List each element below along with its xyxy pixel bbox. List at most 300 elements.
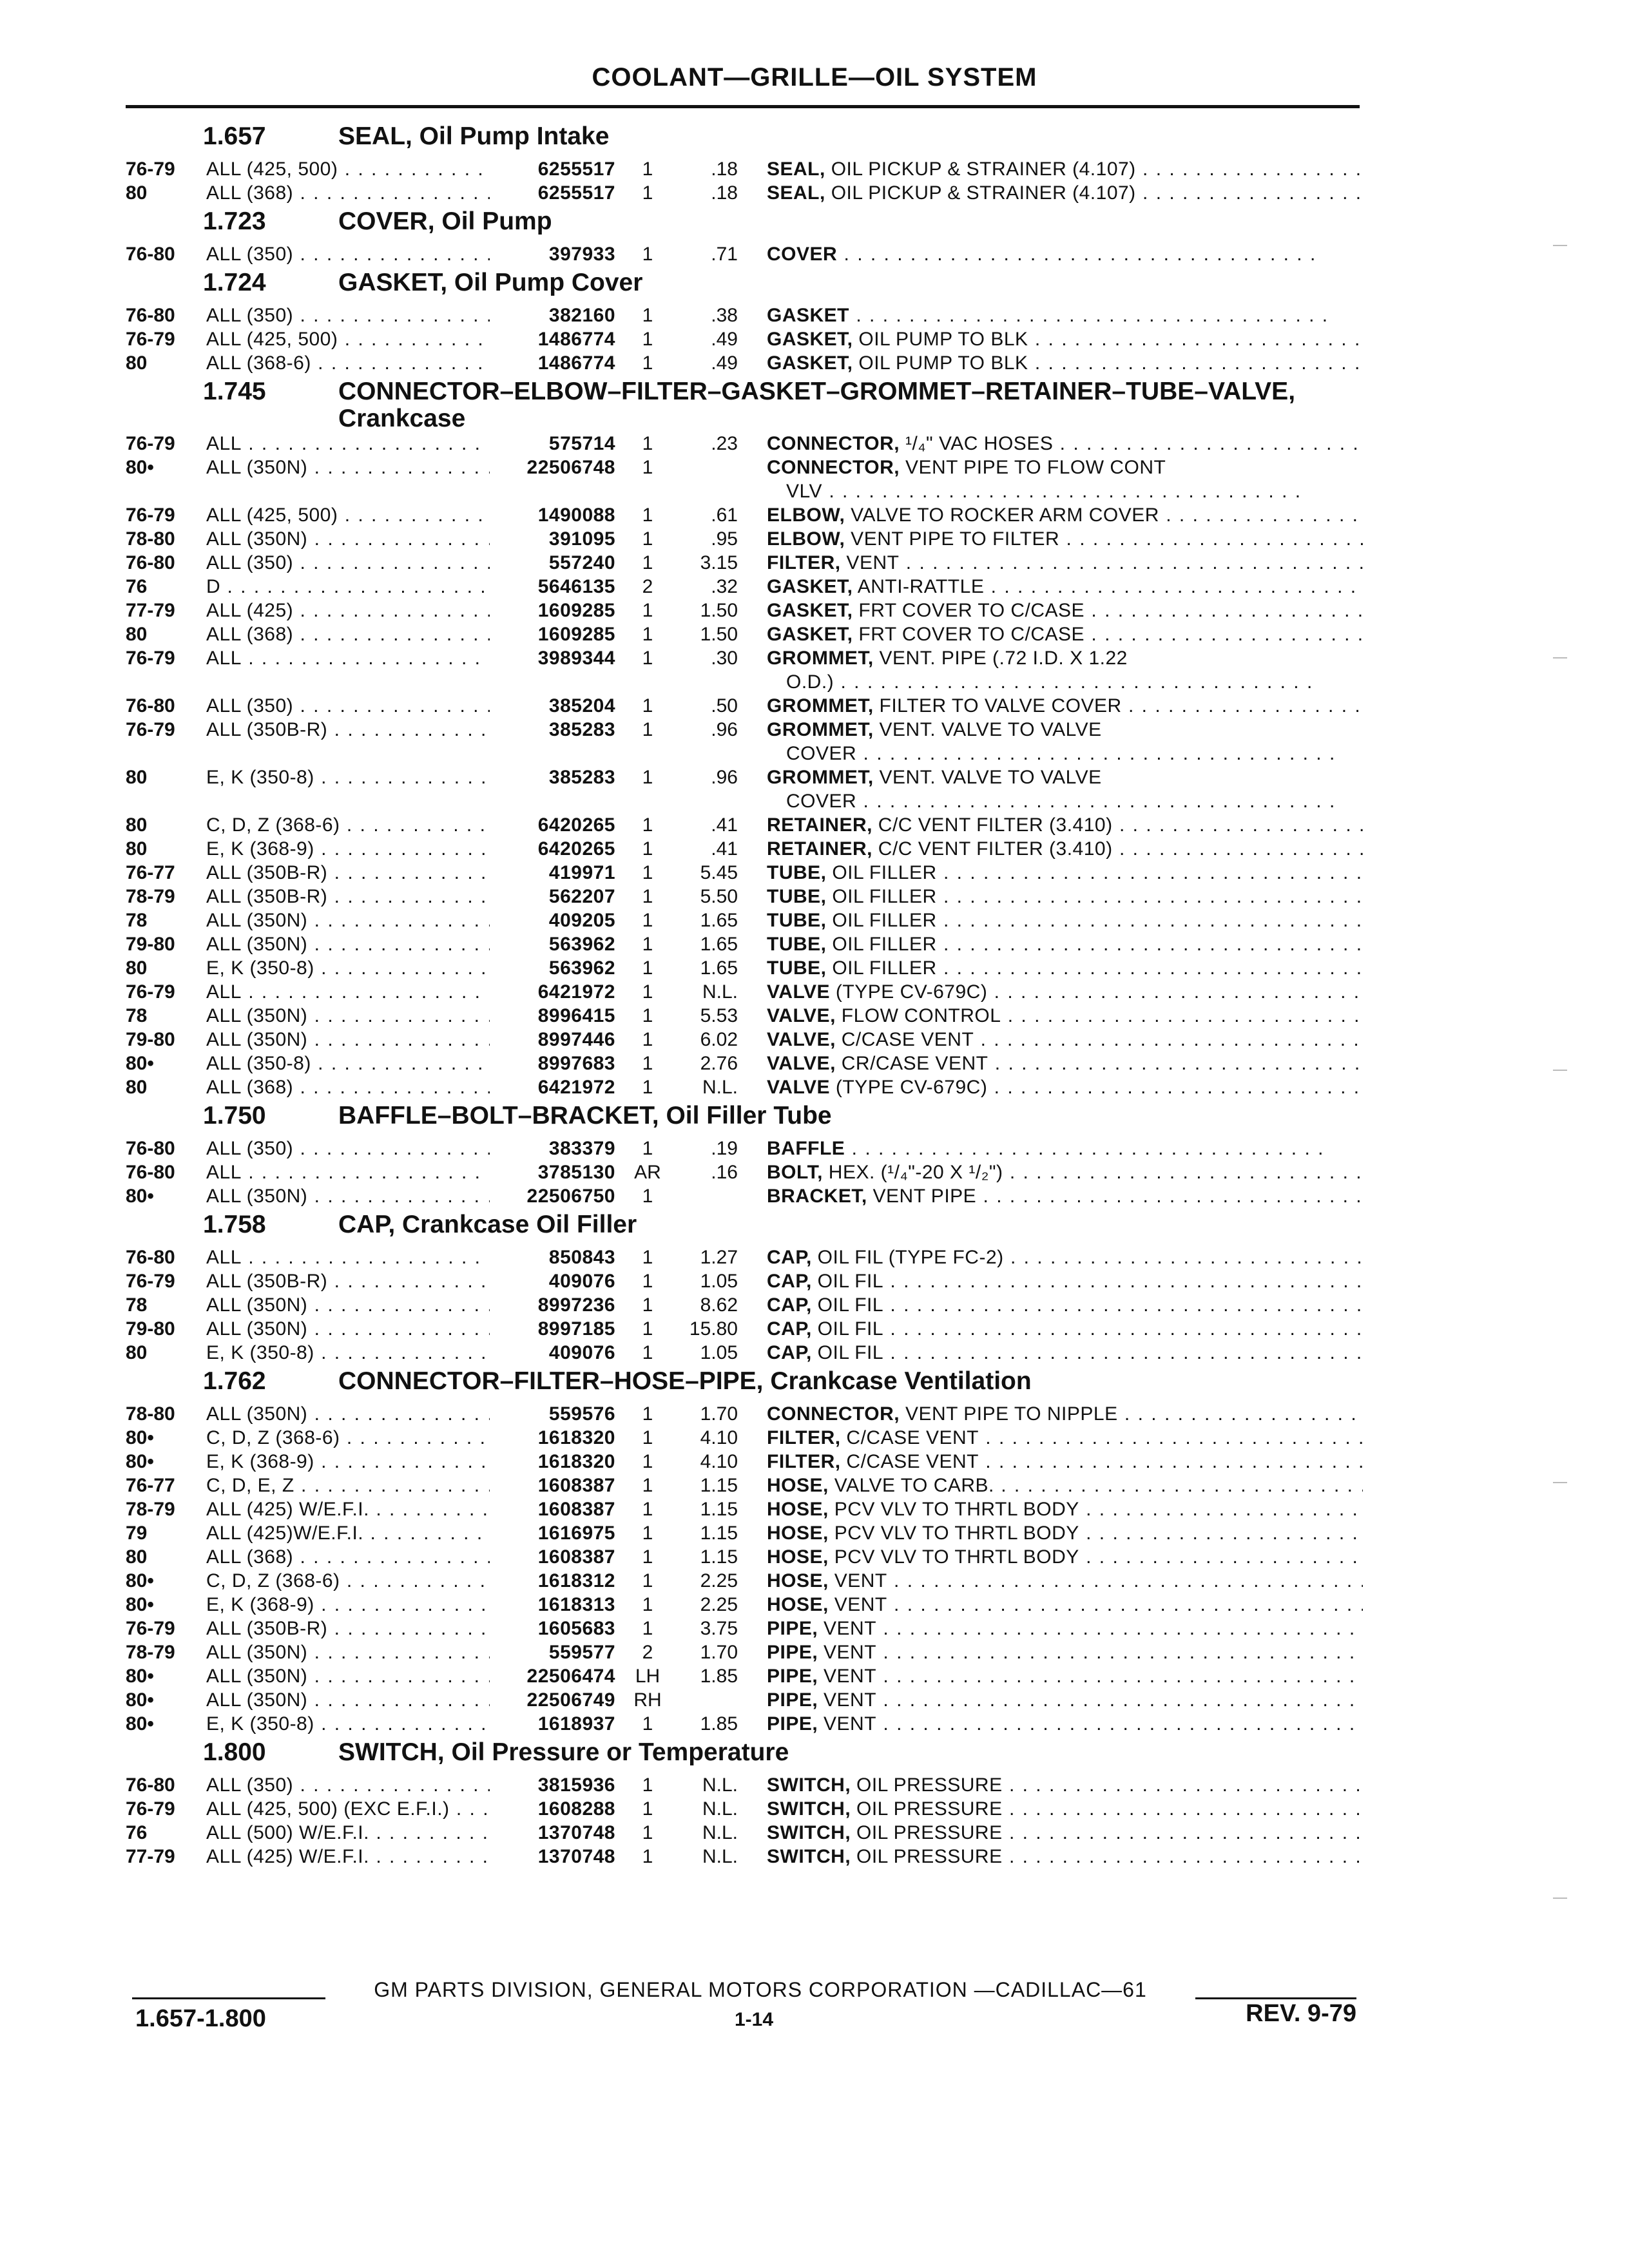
application: ALL (350N) . . .: [206, 456, 490, 479]
description-text: C/CASE VENT: [840, 1427, 979, 1448]
part-number: 1608288: [537, 1798, 615, 1820]
description-line: [767, 622, 1363, 646]
description-text: VENT PIPE TO NIPPLE: [900, 1403, 1118, 1425]
description-continuation: VLV . . .: [767, 479, 1363, 503]
application: ALL . . .: [206, 980, 490, 1004]
part-number: 1609285: [537, 624, 615, 645]
description: [738, 1004, 1363, 1028]
application: ALL (425, 500) (EXC E.F.I.) . . .: [206, 1797, 490, 1821]
description: [738, 1028, 1363, 1052]
part-number: 8996415: [537, 1005, 615, 1026]
model-year: 80: [126, 1342, 148, 1363]
description-line: [767, 432, 1363, 456]
description: [738, 980, 1363, 1004]
quantity: 1: [642, 1713, 653, 1735]
part-number: 1608387: [537, 1475, 615, 1496]
model-year: 76: [126, 576, 148, 597]
part-row: [126, 813, 1363, 837]
application: ALL (425) W/E.F.I. . . .: [206, 1497, 490, 1521]
model-year: 80: [126, 1077, 148, 1098]
part-row: [126, 1426, 1363, 1450]
part-row: [126, 1545, 1363, 1569]
part-row: [126, 599, 1363, 622]
part-row: [126, 351, 1363, 375]
description: [738, 1773, 1363, 1797]
description-text: FILTER TO VALVE COVER: [873, 695, 1122, 716]
quantity: 1: [642, 1546, 653, 1568]
description-line: [767, 1821, 1363, 1845]
application: C, D, Z (368-6) . . .: [206, 813, 490, 837]
part-row: [126, 765, 1363, 813]
description-line: [767, 351, 1363, 375]
description: [738, 242, 1363, 266]
part-row: [126, 1773, 1363, 1797]
price: .49: [711, 329, 738, 350]
description: [738, 1075, 1363, 1099]
description-text: OIL PRESSURE: [851, 1822, 1003, 1843]
part-number: 1616975: [537, 1523, 615, 1544]
quantity: 1: [642, 457, 653, 478]
quantity: 1: [642, 329, 653, 350]
section-header: [126, 1208, 1363, 1245]
description-text: VENT. PIPE (.72 I.D. X 1.22: [873, 648, 1128, 669]
description-line: [767, 599, 1363, 622]
part-number: 1370748: [537, 1846, 615, 1867]
application: ALL (350) . . .: [206, 551, 490, 575]
application: ALL (350N) . . .: [206, 1004, 490, 1028]
application: ALL (350N) . . .: [206, 1664, 490, 1688]
description-text: VENT: [818, 1666, 877, 1687]
description: [738, 1664, 1363, 1688]
description-text: OIL FILLER: [826, 957, 937, 979]
part-row: [126, 956, 1363, 980]
description-keyword: CAP,: [767, 1271, 812, 1292]
part-row: [126, 622, 1363, 646]
parts-section: [126, 1365, 1363, 1736]
section-title: CONNECTOR–ELBOW–FILTER–GASKET–GROMMET–RETAINER–TUBE–VALVE, Crankcase: [338, 378, 1296, 432]
description-keyword: GASKET,: [767, 624, 853, 645]
description: [738, 1137, 1363, 1160]
part-number: 1608387: [537, 1499, 615, 1520]
description-line: [767, 932, 1363, 956]
description-text: VENT: [828, 1570, 887, 1591]
model-year: 76-80: [126, 305, 175, 326]
part-row: [126, 1184, 1363, 1208]
description-keyword: TUBE,: [767, 934, 827, 955]
model-year: 76-80: [126, 552, 175, 573]
part-number: 22506474: [526, 1666, 615, 1687]
description-keyword: ELBOW,: [767, 528, 845, 550]
quantity: 1: [642, 1822, 653, 1843]
description-keyword: GASKET,: [767, 600, 853, 621]
parts-section: [126, 1099, 1363, 1208]
description-line: [767, 1402, 1363, 1426]
description-line: [767, 1712, 1363, 1736]
part-number: 1608387: [537, 1546, 615, 1568]
part-row: [126, 1317, 1363, 1341]
description-keyword: GASKET,: [767, 576, 853, 597]
model-year: 76-79: [126, 981, 175, 1003]
description-keyword: GROMMET,: [767, 695, 874, 716]
model-year: 76-79: [126, 1271, 175, 1292]
application: ALL (350) . . .: [206, 303, 490, 327]
part-number: 391095: [548, 528, 615, 550]
description: [738, 1426, 1363, 1450]
description-text: OIL PRESSURE: [851, 1798, 1003, 1820]
description-line: [767, 575, 1363, 599]
part-number: 6420265: [537, 838, 615, 860]
description-text: VENT PIPE TO FILTER: [845, 528, 1060, 550]
price: 1.65: [700, 910, 738, 931]
model-year: 79-80: [126, 1318, 175, 1340]
part-row: [126, 908, 1363, 932]
application: ALL (425) . . .: [206, 599, 490, 622]
part-number: 8997236: [537, 1294, 615, 1316]
application: ALL (350B-R) . . .: [206, 718, 490, 742]
application: ALL (350B-R) . . .: [206, 861, 490, 885]
quantity: 1: [642, 1342, 653, 1363]
description-keyword: GASKET: [767, 305, 850, 326]
description-line: [767, 327, 1363, 351]
description-line: [767, 694, 1363, 718]
application: ALL (368-6) . . .: [206, 351, 490, 375]
description: [738, 1640, 1363, 1664]
part-row: [126, 861, 1363, 885]
application: ALL (350N) . . .: [206, 932, 490, 956]
part-row: [126, 885, 1363, 908]
quantity: 1: [642, 1138, 653, 1159]
part-row: [126, 1341, 1363, 1365]
part-number: 1486774: [537, 329, 615, 350]
description: [738, 1052, 1363, 1075]
price: N.L.: [702, 1077, 738, 1098]
part-number: 563962: [548, 957, 615, 979]
parts-section: [126, 205, 1363, 266]
model-year: 80•: [126, 1427, 154, 1448]
revision-label: REV. 9-79: [1246, 2000, 1356, 2027]
description-keyword: VALVE: [767, 981, 831, 1003]
description-keyword: PIPE,: [767, 1666, 818, 1687]
part-number: 397933: [548, 244, 615, 265]
model-year: 77-79: [126, 1846, 175, 1867]
description-text: OIL PUMP TO BLK: [853, 352, 1028, 374]
description-line: [767, 242, 1363, 266]
quantity: 1: [642, 1523, 653, 1544]
description-keyword: GASKET,: [767, 329, 853, 350]
quantity: 1: [642, 1053, 653, 1074]
description: [738, 157, 1363, 181]
price: 5.45: [700, 862, 738, 883]
application: ALL (368) . . .: [206, 622, 490, 646]
model-year: 80•: [126, 1451, 154, 1472]
price: .30: [711, 648, 738, 669]
description: [738, 837, 1363, 861]
part-row: [126, 980, 1363, 1004]
section-number: 1.758: [203, 1211, 266, 1238]
model-year: 80•: [126, 1570, 154, 1591]
part-row: [126, 646, 1363, 694]
part-row: [126, 1712, 1363, 1736]
price: .96: [711, 719, 738, 740]
description: [738, 1797, 1363, 1821]
description-line: [767, 1773, 1363, 1797]
price: .49: [711, 352, 738, 374]
description-text: OIL FIL (TYPE FC-2): [811, 1247, 1004, 1268]
price: 1.65: [700, 957, 738, 979]
description-text: PCV VLV TO THRTL BODY: [828, 1499, 1079, 1520]
part-row: [126, 1245, 1363, 1269]
quantity: 1: [642, 1271, 653, 1292]
description: [738, 456, 1363, 503]
application: ALL (350N) . . .: [206, 908, 490, 932]
quantity: 1: [642, 352, 653, 374]
part-row: [126, 503, 1363, 527]
model-year: 78-80: [126, 1403, 175, 1425]
section-number: 1.745: [203, 378, 266, 405]
quantity: 2: [642, 1642, 653, 1663]
part-row: [126, 242, 1363, 266]
application: C, D, Z (368-6) . . .: [206, 1426, 490, 1450]
part-number: 385283: [548, 767, 615, 788]
quantity: 1: [642, 1029, 653, 1050]
description-keyword: HOSE,: [767, 1594, 829, 1615]
part-row: [126, 1269, 1363, 1293]
part-number: 3785130: [537, 1162, 615, 1183]
price: .41: [711, 814, 738, 836]
price: .19: [711, 1138, 738, 1159]
part-row: [126, 694, 1363, 718]
price: N.L.: [702, 1822, 738, 1843]
description-keyword: HOSE,: [767, 1499, 829, 1520]
edge-mark: [1553, 1898, 1567, 1899]
application: ALL (350) . . .: [206, 694, 490, 718]
part-row: [126, 718, 1363, 765]
part-number: 409076: [548, 1342, 615, 1363]
description-text: VENT. VALVE TO VALVE: [873, 719, 1102, 740]
description-keyword: PIPE,: [767, 1618, 818, 1639]
price: 2.76: [700, 1053, 738, 1074]
description-text: FRT COVER TO C/CASE: [853, 600, 1085, 621]
model-year: 78-79: [126, 886, 175, 907]
quantity: 1: [642, 1077, 653, 1098]
quantity: 1: [642, 981, 653, 1003]
application: E, K (350-8) . . .: [206, 1712, 490, 1736]
description-keyword: TUBE,: [767, 910, 827, 931]
part-number: 6421972: [537, 1077, 615, 1098]
application: ALL (350N) . . .: [206, 1184, 490, 1208]
description-line: [767, 551, 1363, 575]
description-line: [767, 1450, 1363, 1474]
description-line: [767, 503, 1363, 527]
part-number: 5646135: [537, 576, 615, 597]
application: ALL (425) W/E.F.I. . . .: [206, 1845, 490, 1869]
part-number: 8997185: [537, 1318, 615, 1340]
section-header: [126, 266, 1363, 303]
description: [738, 861, 1363, 885]
description-line: [767, 1569, 1363, 1593]
section-title: CAP, Crankcase Oil Filler: [338, 1211, 637, 1238]
quantity: 1: [642, 719, 653, 740]
description-text: VENT. VALVE TO VALVE: [873, 767, 1102, 788]
description: [738, 765, 1363, 813]
quantity: 1: [642, 695, 653, 716]
section-number: 1.724: [203, 269, 266, 296]
description-keyword: BRACKET,: [767, 1186, 867, 1207]
part-row: [126, 1402, 1363, 1426]
part-row: [126, 1293, 1363, 1317]
edge-mark: [1553, 1070, 1567, 1071]
model-year: 76-80: [126, 1162, 175, 1183]
description-keyword: CONNECTOR,: [767, 433, 900, 454]
section-header: [126, 375, 1363, 432]
application: E, K (350-8) . . .: [206, 765, 490, 789]
part-number: 382160: [548, 305, 615, 326]
price: 1.15: [700, 1499, 738, 1520]
description-keyword: SWITCH,: [767, 1846, 851, 1867]
price: 1.15: [700, 1523, 738, 1544]
quantity: 1: [642, 1247, 653, 1268]
description-keyword: RETAINER,: [767, 838, 872, 860]
part-row: [126, 1593, 1363, 1617]
section-number: 1.723: [203, 207, 266, 235]
description-text: HEX. (¹/₄"-20 X ¹/₂"): [822, 1162, 1003, 1183]
price: .23: [711, 433, 738, 454]
description-text: VENT: [818, 1713, 877, 1735]
description-keyword: TUBE,: [767, 886, 827, 907]
quantity: 1: [642, 1318, 653, 1340]
quantity: 1: [642, 1294, 653, 1316]
description-keyword: RETAINER,: [767, 814, 872, 836]
part-number: 3815936: [537, 1774, 615, 1796]
description-line: [767, 1004, 1363, 1028]
description-line: [767, 1640, 1363, 1664]
quantity: 1: [642, 910, 653, 931]
part-row: [126, 1640, 1363, 1664]
price: .16: [711, 1162, 738, 1183]
description-keyword: FILTER,: [767, 1451, 841, 1472]
description-text: OIL PRESSURE: [851, 1774, 1003, 1796]
price: 1.27: [700, 1247, 738, 1268]
description-text: C/C VENT FILTER (3.410): [872, 814, 1113, 836]
description-text: OIL FIL: [811, 1342, 884, 1363]
description-text: VENT: [818, 1642, 877, 1663]
part-number: 419971: [548, 862, 615, 883]
description-keyword: GASKET,: [767, 352, 853, 374]
part-number: 563962: [548, 934, 615, 955]
part-row: [126, 1797, 1363, 1821]
price: 1.50: [700, 624, 738, 645]
part-row: [126, 157, 1363, 181]
quantity: 1: [642, 1427, 653, 1448]
quantity: 1: [642, 159, 653, 180]
description-keyword: FILTER,: [767, 552, 841, 573]
description-keyword: SWITCH,: [767, 1798, 851, 1820]
part-row: [126, 1521, 1363, 1545]
description-line: [767, 1521, 1363, 1545]
part-number: 850843: [548, 1247, 615, 1268]
section-header: [126, 1365, 1363, 1402]
description-text: CR/CASE VENT: [835, 1053, 988, 1074]
model-year: 80•: [126, 1053, 154, 1074]
description-keyword: BOLT,: [767, 1162, 823, 1183]
description-line: [767, 885, 1363, 908]
part-row: [126, 527, 1363, 551]
description-text: FLOW CONTROL: [835, 1005, 1001, 1026]
description-line: [767, 1245, 1363, 1269]
price: .41: [711, 838, 738, 860]
description-line: [767, 1160, 1363, 1184]
application: ALL (350B-R) . . .: [206, 1269, 490, 1293]
part-number: 22506750: [526, 1186, 615, 1207]
price: 1.05: [700, 1342, 738, 1363]
part-row: [126, 1497, 1363, 1521]
edge-mark: [1553, 245, 1567, 246]
page-title: COOLANT—GRILLE—OIL SYSTEM: [592, 63, 1037, 91]
part-number: 22506749: [526, 1689, 615, 1711]
section-title: BAFFLE–BOLT–BRACKET, Oil Filler Tube: [338, 1102, 832, 1129]
model-year: 76-80: [126, 1247, 175, 1268]
model-year: 80: [126, 182, 148, 204]
header-rule: [126, 105, 1360, 108]
section-title: GASKET, Oil Pump Cover: [338, 269, 643, 296]
quantity: 1: [642, 934, 653, 955]
description: [738, 1402, 1363, 1426]
section-header: [126, 1736, 1363, 1773]
model-year: 78-80: [126, 528, 175, 550]
description-text: C/C VENT FILTER (3.410): [872, 838, 1113, 860]
price: 1.65: [700, 934, 738, 955]
application: ALL (350N) . . .: [206, 527, 490, 551]
description-keyword: CAP,: [767, 1294, 812, 1316]
model-year: 80•: [126, 1713, 154, 1735]
description-keyword: TUBE,: [767, 862, 827, 883]
quantity: 1: [642, 767, 653, 788]
description-keyword: CONNECTOR,: [767, 1403, 900, 1425]
price: .32: [711, 576, 738, 597]
model-year: 76-80: [126, 1774, 175, 1796]
description-text: VENT: [828, 1594, 887, 1615]
model-year: 76-79: [126, 159, 175, 180]
application: ALL (350B-R) . . .: [206, 1617, 490, 1640]
part-number: 1370748: [537, 1822, 615, 1843]
description-line: [767, 1184, 1363, 1208]
description-text: OIL PICKUP & STRAINER (4.107): [825, 182, 1136, 204]
model-year: 76-79: [126, 1798, 175, 1820]
description-keyword: SEAL,: [767, 182, 825, 204]
price: 1.50: [700, 600, 738, 621]
application: ALL . . .: [206, 432, 490, 456]
application: E, K (350-8) . . .: [206, 1341, 490, 1365]
quantity: 1: [642, 505, 653, 526]
price: .18: [711, 159, 738, 180]
description: [738, 351, 1363, 375]
description-keyword: VALVE: [767, 1077, 831, 1098]
description: [738, 1450, 1363, 1474]
model-year: 77-79: [126, 600, 175, 621]
part-row: [126, 575, 1363, 599]
description-continuation: COVER . . .: [767, 789, 1363, 813]
description-keyword: CAP,: [767, 1318, 812, 1340]
description: [738, 327, 1363, 351]
description: [738, 599, 1363, 622]
model-year: 76-79: [126, 719, 175, 740]
description-line: [767, 1137, 1363, 1160]
description: [738, 1269, 1363, 1293]
description-keyword: HOSE,: [767, 1475, 829, 1496]
part-number: 559576: [548, 1403, 615, 1425]
parts-section: [126, 375, 1363, 1099]
model-year: 80•: [126, 1594, 154, 1615]
